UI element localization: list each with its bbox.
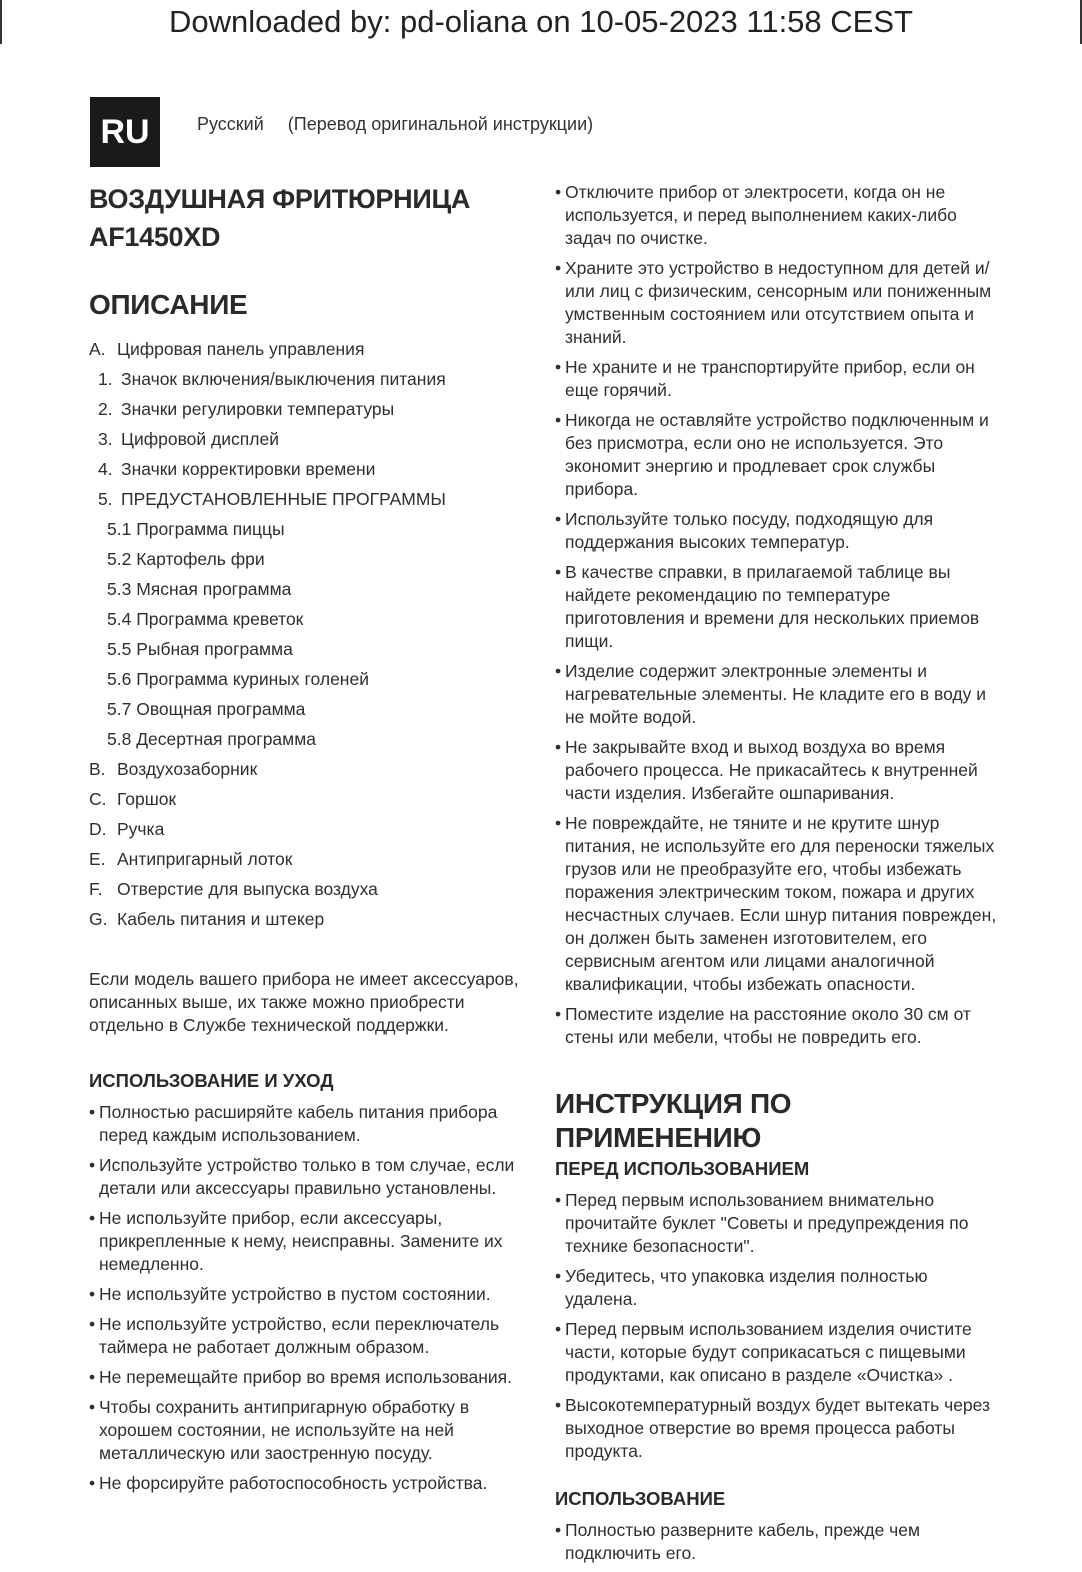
list-item: 5.5 Рыбная программа xyxy=(107,639,293,659)
list-item: C. Горшок xyxy=(89,789,177,809)
list-item: F. Отверстие для выпуска воздуха xyxy=(89,879,378,899)
list-item: 5.7 Овощная программа xyxy=(107,699,306,719)
description-heading: ОПИСАНИЕ xyxy=(89,289,248,320)
list-item: • Никогда не оставляйте устройство подключенным и без присмотра, если оно не используется. Это экономит энергию и продлевает срок службы прибора. xyxy=(555,409,1000,501)
list-item: 3. Цифровой дисплей xyxy=(98,429,279,449)
instructions-heading: ИНСТРУКЦИЯ ПО ПРИМЕНЕНИЮ xyxy=(555,1088,792,1153)
list-item: • Перед первым использованием изделия очистите части, которые будут соприкасаться с пищевыми продуктами, как описано в разделе «Очистка» . xyxy=(555,1318,1000,1387)
list-item: • В качестве справки, в прилагаемой таблице вы найдете рекомендацию по температуре приготовления и времени для нескольких приемов пищи. xyxy=(555,561,1000,653)
list-item: • Используйте только посуду, подходящую для поддержания высоких температур. xyxy=(555,508,1000,554)
usage-heading: ИСПОЛЬЗОВАНИЕ xyxy=(555,1488,726,1509)
list-item: 2. Значки регулировки температуры xyxy=(98,399,395,419)
list-item: 5.1 Программа пиццы xyxy=(107,519,285,539)
list-item: • Храните это устройство в недоступном для детей и/или лиц с физическим, сенсорным или пониженным умственным состоянием или отсутствием опыта и знаний. xyxy=(555,257,1000,349)
translation-note: (Перевод оригинальной инструкции) xyxy=(287,114,594,134)
list-item: • Используйте устройство только в том случае, если детали или аксессуары правильно установлены. xyxy=(89,1154,529,1200)
use-care-list-right xyxy=(555,181,1000,1049)
product-title-line-2: AF1450XD xyxy=(89,222,221,252)
list-item: • Изделие содержит электронные элементы и нагревательные элементы. Не кладите его в воду и не мойте водой. xyxy=(555,660,1000,729)
list-item: 5.8 Десертная программа xyxy=(107,729,316,749)
list-item: 5. ПРЕДУСТАНОВЛЕННЫЕ ПРОГРАММЫ xyxy=(98,489,446,509)
usage-list xyxy=(555,1519,1000,1565)
list-item: • Не используйте устройство, если переключатель таймера не работает должным образом. xyxy=(89,1313,529,1359)
list-item: G. Кабель питания и штекер xyxy=(89,909,325,929)
right-column xyxy=(555,181,1000,1572)
list-item: A. Цифровая панель управления xyxy=(89,339,365,359)
list-item: • Высокотемпературный воздух будет вытекать через выходное отверстие во время процесса работы продукта. xyxy=(555,1394,1000,1463)
left-column xyxy=(89,180,529,1502)
use-care-list-left xyxy=(89,1101,529,1495)
use-care-heading: ИСПОЛЬЗОВАНИЕ И УХОД xyxy=(89,1070,334,1091)
list-item: • Полностью расширяйте кабель питания прибора перед каждым использованием. xyxy=(89,1101,529,1147)
list-item: D. Ручка xyxy=(89,819,165,839)
before-use-heading: ПЕРЕД ИСПОЛЬЗОВАНИЕМ xyxy=(555,1158,810,1179)
download-notice: Downloaded by: pd-oliana on 10-05-2023 11:58 CEST xyxy=(0,0,1082,44)
list-item: • Поместите изделие на расстояние около 30 см от стены или мебели, чтобы не повредить его. xyxy=(555,1003,1000,1049)
list-item: 5.3 Мясная программа xyxy=(107,579,292,599)
description-list xyxy=(89,334,529,934)
list-item: 4. Значки корректировки времени xyxy=(98,459,376,479)
list-item: 5.6 Программа куриных голеней xyxy=(107,669,369,689)
list-item: • Не повреждайте, не тяните и не крутите шнур питания, не используйте его для переноски тяжелых грузов или не преобразуйте его, чтобы избежать поражения электрическим током, пожара и других несчастных случаев. Если шнур питания поврежден, он должен быть заменен изготовителем, его сервисным агентом или лицами аналогичной квалификации, чтобы избежать опасности. xyxy=(555,812,1000,996)
list-item: • Не используйте прибор, если аксессуары, прикрепленные к нему, неисправны. Замените их немедленно. xyxy=(89,1207,529,1276)
language-badge: RU xyxy=(90,97,160,167)
list-item: 5.4 Программа креветок xyxy=(107,609,304,629)
list-item: • Не храните и не транспортируйте прибор, если он еще горячий. xyxy=(555,356,1000,402)
before-use-list xyxy=(555,1189,1000,1463)
list-item: • Не форсируйте работоспособность устройства. xyxy=(89,1472,529,1495)
product-title-line-1: ВОЗДУШНАЯ ФРИТЮРНИЦА xyxy=(89,184,471,214)
list-item: B. Воздухозаборник xyxy=(89,759,258,779)
list-item: • Не закрывайте вход и выход воздуха во время рабочего процесса. Не прикасайтесь к внутренней части изделия. Избегайте ошпаривания. xyxy=(555,736,1000,805)
language-name: Русский xyxy=(197,114,264,134)
language-line xyxy=(197,114,593,135)
list-item: • Отключите прибор от электросети, когда он не используется, и перед выполнением каких-либо задач по очистке. xyxy=(555,181,1000,250)
list-item: • Убедитесь, что упаковка изделия полностью удалена. xyxy=(555,1265,1000,1311)
list-item: • Не перемещайте прибор во время использования. xyxy=(89,1366,529,1389)
list-item: • Чтобы сохранить антипригарную обработку в хорошем состоянии, не используйте на ней металлическую или заостренную посуду. xyxy=(89,1396,529,1465)
product-title xyxy=(89,180,529,256)
list-item: 5.2 Картофель фри xyxy=(107,549,265,569)
list-item: • Перед первым использованием внимательно прочитайте буклет "Советы и предупреждения по технике безопасности". xyxy=(555,1189,1000,1258)
list-item: 1. Значок включения/выключения питания xyxy=(98,369,446,389)
accessories-note: Если модель вашего прибора не имеет аксессуаров, описанных выше, их также можно приобрести отдельно в Службе технической поддержки. xyxy=(89,969,519,1035)
list-item: • Полностью разверните кабель, прежде чем подключить его. xyxy=(555,1519,1000,1565)
list-item: E. Антипригарный лоток xyxy=(89,849,293,869)
list-item: • Не используйте устройство в пустом состоянии. xyxy=(89,1283,529,1306)
